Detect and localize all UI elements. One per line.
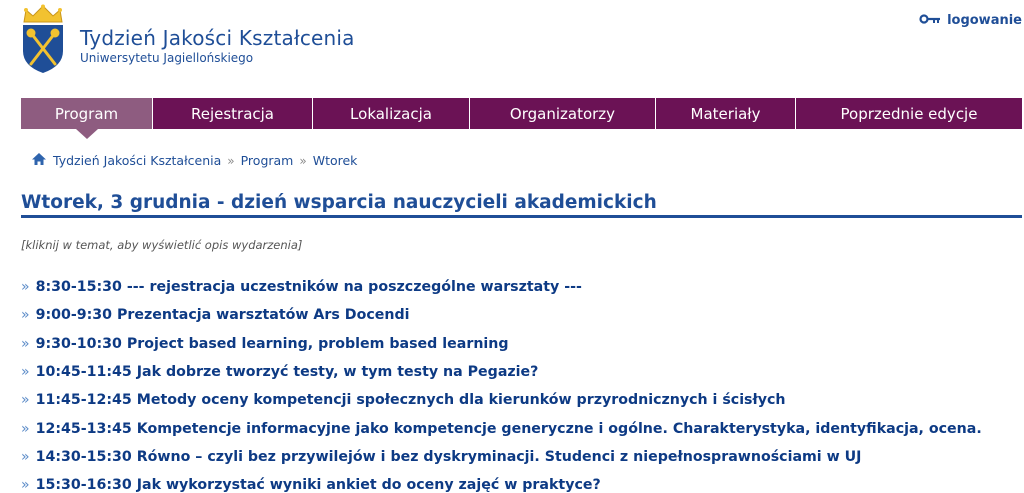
site-subtitle[interactable]: Uniwersytetu Jagiellońskiego <box>80 51 254 65</box>
breadcrumb <box>31 152 357 169</box>
event-title[interactable]: 11:45-12:45 Metody oceny kompetencji społecznych dla kierunków przyrodnicznych i ścisłych <box>35 392 786 409</box>
event-item[interactable] <box>21 301 982 329</box>
event-item[interactable] <box>21 386 982 414</box>
breadcrumb-home[interactable]: Tydzień Jakości Kształcenia <box>53 153 222 168</box>
event-item[interactable] <box>21 443 982 471</box>
event-title[interactable]: 15:30-16:30 Jak wykorzystać wyniki ankiet do oceny zajęć w praktyce? <box>35 477 601 493</box>
login-link[interactable] <box>919 13 1022 28</box>
bullet-icon: » <box>21 307 30 324</box>
breadcrumb-program[interactable]: Program <box>240 153 294 168</box>
bullet-icon: » <box>21 448 30 465</box>
breadcrumb-current[interactable]: Wtorek <box>312 153 358 168</box>
home-icon[interactable] <box>31 152 53 169</box>
event-item[interactable] <box>21 330 982 358</box>
bullet-icon: » <box>21 335 30 352</box>
login-label: logowanie <box>947 13 1022 28</box>
event-title[interactable]: 14:30-15:30 Równo – czyli bez przywilejów i bez dyskryminacji. Studenci z niepełnosprawnościami w UJ <box>35 448 862 465</box>
site-title[interactable]: Tydzień Jakości Kształcenia <box>80 26 355 50</box>
bullet-icon: » <box>21 364 30 381</box>
bullet-icon: » <box>21 477 30 493</box>
page-title: Wtorek, 3 grudnia - dzień wsparcia nauczycieli akademickich <box>21 192 657 213</box>
title-divider <box>21 215 1022 218</box>
university-crest-logo[interactable] <box>20 4 66 74</box>
key-icon <box>919 13 941 28</box>
bullet-icon: » <box>21 392 30 409</box>
event-title[interactable]: 12:45-13:45 Kompetencje informacyjne jako kompetencje generyczne i ogólne. Charakterystyka, identyfikacja, ocena. <box>35 420 982 437</box>
instruction-hint: [kliknij w temat, aby wyświetlić opis wydarzenia] <box>21 238 303 252</box>
nav-item-rejestracja[interactable]: Rejestracja <box>153 98 313 129</box>
nav-item-lokalizacja[interactable]: Lokalizacja <box>313 98 470 129</box>
nav-item-poprzednie-edycje[interactable]: Poprzednie edycje <box>840 104 978 123</box>
bullet-icon: » <box>21 279 30 296</box>
nav-item-organizatorzy[interactable]: Organizatorzy <box>470 98 656 129</box>
event-item[interactable] <box>21 471 982 493</box>
bullet-icon: » <box>21 420 30 437</box>
event-title[interactable]: 9:30-10:30 Project based learning, problem based learning <box>35 335 509 352</box>
event-list <box>21 273 982 493</box>
event-item[interactable] <box>21 273 982 301</box>
event-title[interactable]: 9:00-9:30 Prezentacja warsztatów Ars Docendi <box>35 307 410 324</box>
nav-item-materialy[interactable]: Materiały <box>656 98 796 129</box>
nav-item-program[interactable]: Program <box>21 98 153 129</box>
main-navigation <box>21 98 1022 129</box>
breadcrumb-separator: » <box>299 153 307 168</box>
event-item[interactable] <box>21 414 982 442</box>
event-title[interactable]: 10:45-11:45 Jak dobrze tworzyć testy, w tym testy na Pegazie? <box>35 364 539 381</box>
event-item[interactable] <box>21 358 982 386</box>
event-title[interactable]: 8:30-15:30 --- rejestracja uczestników na poszczególne warsztaty --- <box>35 279 582 296</box>
breadcrumb-separator: » <box>227 153 235 168</box>
